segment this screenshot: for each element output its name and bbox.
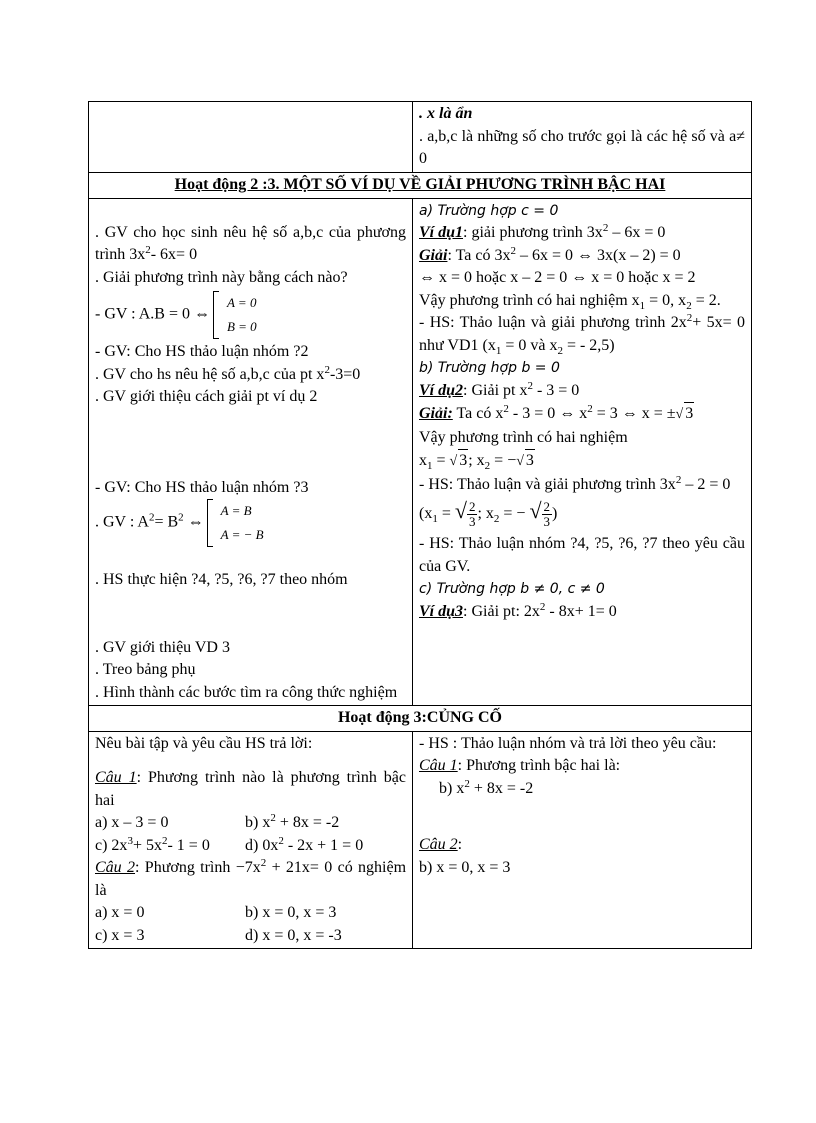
cell-empty (89, 102, 413, 173)
formula-steps: . Hình thành các bước tìm ra công thức nghiệm (95, 683, 398, 701)
lesson-table (88, 101, 752, 949)
cell-definition (413, 102, 752, 173)
example-1: Ví dụ1: giải phương trình $3x^2 - 6x = 0$ (419, 222, 666, 241)
exercise-intro: Nêu bài tập và yêu cầu HS trả lời: (95, 734, 313, 752)
answer-2-value: b) x = 0, x = 3 (419, 858, 511, 876)
solution-2-conclusion: Vậy phương trình có hai nghiệm (419, 428, 628, 446)
hs-discuss-2: - HS: Thảo luận và giải phương trình $2x^2+ 5x= 0$ như VD1 ($x_1 = 0$ và $x_2$ = - 2,5) (419, 312, 745, 357)
example-2: Ví dụ2: Giải pt $x^2 - 3 = 0$ (419, 379, 580, 399)
def-line-2: . a,b,c là những số cho trước gọi là các hệ số và a≠ 0 (419, 127, 745, 167)
hang-board: . Treo bảng phụ (95, 661, 196, 678)
gv-discuss-3: - GV: Cho HS thảo luận nhóm ?3 (95, 478, 309, 496)
case-general: c) Trường hợp b ≠ 0, c ≠ 0 (419, 581, 605, 597)
solution-2: Giải: Ta có $x^2 - 3 = 0$ ⇔ $x^2 = 3$ ⇔ x = ±√ 3 (419, 402, 745, 427)
activity3-title (89, 706, 752, 732)
gv-example-3: . GV giới thiệu VD 3 (95, 638, 230, 656)
solution-2-roots: $x_1$ = √ 3; $x_2$ = −√ 3 (419, 449, 745, 474)
activity3-left (89, 731, 413, 949)
case-c-zero: a) Trường hợp c = 0 (419, 202, 559, 219)
activity3-title-text: Hoạt động 3:CỦNG CỐ (337, 709, 502, 726)
gv-coefficients-2: . GV cho hs nêu hệ số a,b,c của pt $x^2-3=0$ (95, 363, 361, 383)
row-activity3 (89, 731, 752, 949)
activity2-left (89, 198, 413, 706)
activity3-right (413, 731, 752, 949)
row-activity3-title (89, 706, 752, 732)
answer-1-value: b) $x^2 + 8x = -2$ (439, 777, 534, 797)
solution-1-step: ⇔ x = 0 hoặc x – 2 = 0 ⇔ x = 0 hoặc x = 2 (419, 269, 696, 286)
gv-product-rule: - GV : A.B = 0 ⇔ A = 0 B = 0 (95, 291, 406, 339)
question-1: Câu 1: Phương trình nào là phương trình bậc hai (95, 769, 407, 809)
activity2-title-text: Hoạt động 2 :3. MỘT SỐ VÍ DỤ VỀ GIẢI PHƯƠNG TRÌNH BẬC HAI (174, 176, 666, 193)
hs-discuss-3: - HS: Thảo luận và giải phương trình $3x^2 - 2 = 0$ (419, 473, 731, 493)
solution-1: Giải: Ta có $3x^2 - 6x = 0$ ⇔ 3x(x – 2) = 0 (419, 244, 681, 264)
row-activity2-title (89, 173, 752, 199)
row-activity2 (89, 198, 752, 706)
hs-groups-right: - HS: Thảo luận nhóm ?4, ?5, ?6, ?7 theo yêu cầu của GV. (419, 535, 745, 575)
gv-example-2: . GV giới thiệu cách giải pt ví dụ 2 (95, 388, 318, 405)
q1-options-cd: c) $2x^3+ 5x^2-$ 1 = 0 d) $0x^2 - 2x + 1 = 0$ (95, 834, 364, 854)
gv-discuss-2: - GV: Cho HS thảo luận nhóm ?2 (95, 343, 309, 360)
case-b-zero: b) Trường hợp b = 0 (419, 360, 560, 376)
def-line-1: . x là ẩn (419, 105, 473, 122)
q1-options-ab: a) x – 3 = 0 b) $x^2 + 8x = -2$ (95, 812, 340, 831)
gv-coefficients: . GV cho học sinh nêu hệ số a,b,c của phương trình $3x^2-$ 6x= 0 (95, 223, 406, 263)
hs-answer-intro: - HS : Thảo luận nhóm và trả lời theo yêu cầu: (419, 734, 717, 752)
example-3: Ví dụ3: Giải pt: $2x^2 - 8x+ 1= 0$ (419, 600, 617, 620)
solution-1-conclusion: Vậy phương trình có hai nghiệm $x_1 = 0$, $x_2 = 2$. (419, 291, 721, 312)
q2-options-ab: a) x = 0 b) x = 0, x = 3 (95, 904, 337, 921)
q2-options-cd: c) x = 3 d) x = 0, x = -3 (95, 926, 342, 944)
row-definition (89, 102, 752, 173)
gv-how-to-solve: . Giải phương trình này bằng cách nào? (95, 268, 348, 286)
answer-1: Câu 1: Phương trình bậc hai là: (419, 757, 621, 774)
answer-2: Câu 2: (419, 836, 463, 853)
hs-groups: . HS thực hiện ?4, ?5, ?6, ?7 theo nhóm (95, 571, 348, 588)
gv-square-rule: . GV : $A^2= B^2$ ⇔ A = B A = − B (95, 499, 406, 547)
activity2-title (89, 173, 752, 199)
solution-3-roots: ($x_1$ = √ $\frac{2}{3}$ ; $x_2$ = − √ $\frac{2}{3}$ ) (419, 498, 558, 529)
question-2: Câu 2: Phương trình $-7x^2 + 21x= 0$ có nghiệm là (95, 857, 407, 899)
activity2-right (413, 198, 752, 706)
